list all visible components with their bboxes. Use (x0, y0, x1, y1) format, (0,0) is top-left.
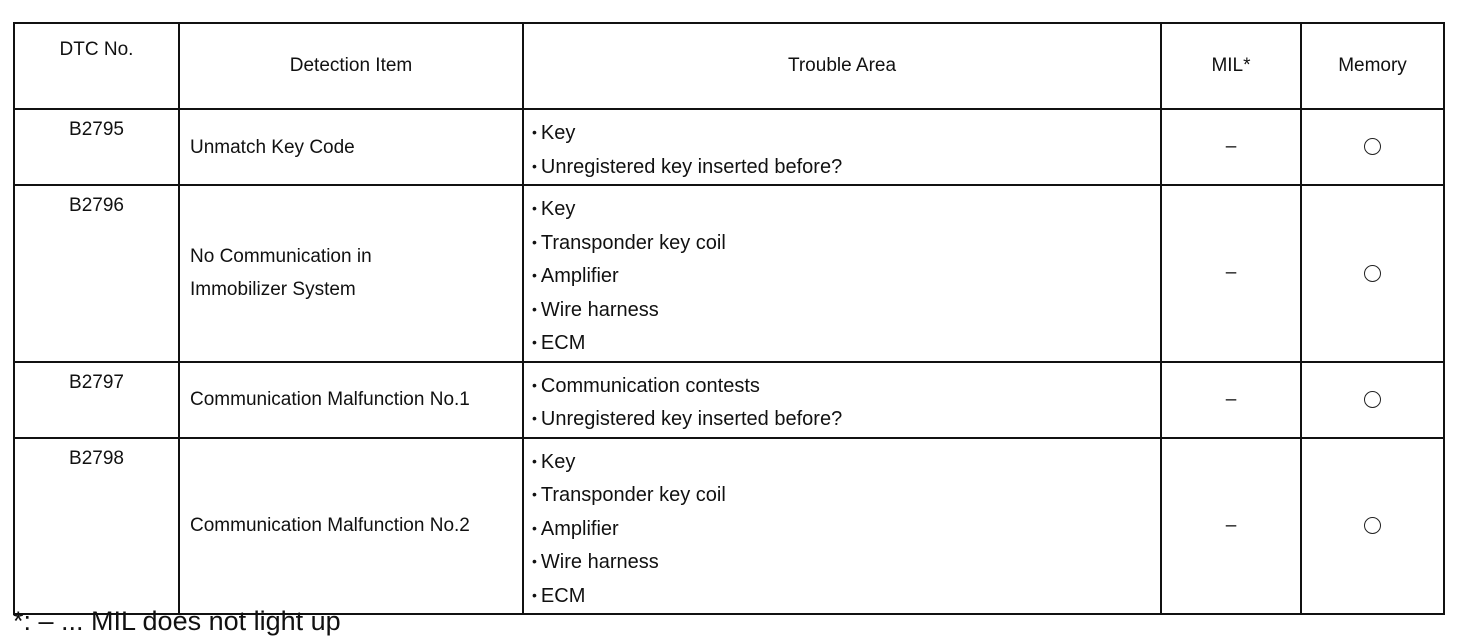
table-row (14, 362, 1444, 438)
memory-circle-icon (1364, 265, 1381, 282)
trouble-area-list (532, 193, 1160, 361)
trouble-area-list (532, 446, 1160, 614)
bullet-icon: • (532, 157, 537, 174)
bullet-icon: • (532, 452, 537, 469)
trouble-area-item (532, 260, 1160, 294)
trouble-area-item (532, 327, 1160, 361)
trouble-area-item (532, 117, 1160, 151)
trouble-area-cell (523, 438, 1161, 615)
trouble-area-text: ECM (540, 584, 586, 607)
trouble-area-text: Wire harness (540, 298, 659, 321)
trouble-area-text: Amplifier (540, 517, 619, 540)
header-row (14, 23, 1444, 109)
bullet-icon: • (532, 334, 537, 350)
trouble-area-text: Key (540, 198, 576, 220)
trouble-area-text: Transponder key coil (540, 484, 726, 506)
trouble-area-item (532, 403, 1160, 437)
bullet-icon: • (532, 586, 537, 603)
trouble-area-text: Transponder key coil (540, 231, 726, 254)
trouble-area-item (532, 370, 1160, 404)
detection-item-cell: No Communication in Immobilizer System (179, 185, 523, 362)
bullet-icon: • (532, 300, 537, 317)
trouble-area-list (532, 370, 1160, 437)
trouble-area-text: Key (540, 450, 576, 473)
table-body (14, 109, 1444, 614)
trouble-area-item (532, 546, 1160, 580)
dtc-code-cell: B2795 (14, 109, 179, 185)
trouble-area-cell (523, 185, 1161, 362)
bullet-icon: • (532, 553, 537, 569)
header-memory: Memory (1301, 23, 1444, 109)
bullet-icon: • (532, 233, 537, 250)
memory-circle-icon (1364, 517, 1381, 534)
mil-cell: – (1161, 438, 1301, 615)
table-row (14, 438, 1444, 615)
trouble-area-item (532, 580, 1160, 614)
trouble-area-item (532, 513, 1160, 547)
trouble-area-list (532, 117, 1160, 184)
table-row (14, 185, 1444, 362)
header-dtc-no: DTC No. (14, 23, 179, 109)
table-row (14, 109, 1444, 185)
bullet-icon: • (532, 376, 537, 393)
bullet-icon: • (532, 124, 537, 140)
footnote: *: – ... MIL does not light up (13, 606, 341, 636)
trouble-area-text: Amplifier (540, 265, 619, 287)
trouble-area-text: Unregistered key inserted before? (540, 408, 843, 430)
trouble-area-item (532, 151, 1160, 185)
memory-circle-icon (1364, 391, 1381, 408)
trouble-area-item (532, 294, 1160, 328)
bullet-icon: • (532, 410, 537, 426)
trouble-area-text: Communication contests (540, 374, 760, 397)
memory-cell (1301, 185, 1444, 362)
mil-cell: – (1161, 362, 1301, 438)
detection-item-cell: Unmatch Key Code (179, 109, 523, 185)
trouble-area-text: Key (540, 122, 576, 144)
trouble-area-item (532, 227, 1160, 261)
trouble-area-text: ECM (540, 332, 586, 354)
bullet-icon: • (532, 200, 537, 216)
detection-item-cell: Communication Malfunction No.1 (179, 362, 523, 438)
bullet-icon: • (532, 519, 537, 536)
dtc-code-cell: B2796 (14, 185, 179, 362)
trouble-area-cell (523, 362, 1161, 438)
memory-cell (1301, 109, 1444, 185)
trouble-area-item (532, 479, 1160, 513)
memory-cell (1301, 362, 1444, 438)
header-detection-item: Detection Item (179, 23, 523, 109)
detection-item-cell: Communication Malfunction No.2 (179, 438, 523, 615)
mil-cell: – (1161, 185, 1301, 362)
trouble-area-text: Wire harness (540, 551, 659, 573)
dtc-code-cell: B2797 (14, 362, 179, 438)
bullet-icon: • (532, 486, 537, 502)
trouble-area-text: Unregistered key inserted before? (540, 155, 843, 178)
trouble-area-cell (523, 109, 1161, 185)
trouble-area-item (532, 446, 1160, 480)
mil-cell: – (1161, 109, 1301, 185)
dtc-table (13, 22, 1445, 615)
bullet-icon: • (532, 267, 537, 283)
header-mil: MIL* (1161, 23, 1301, 109)
header-trouble-area: Trouble Area (523, 23, 1161, 109)
memory-cell (1301, 438, 1444, 615)
dtc-code-cell: B2798 (14, 438, 179, 615)
trouble-area-item (532, 193, 1160, 227)
memory-circle-icon (1364, 138, 1381, 155)
